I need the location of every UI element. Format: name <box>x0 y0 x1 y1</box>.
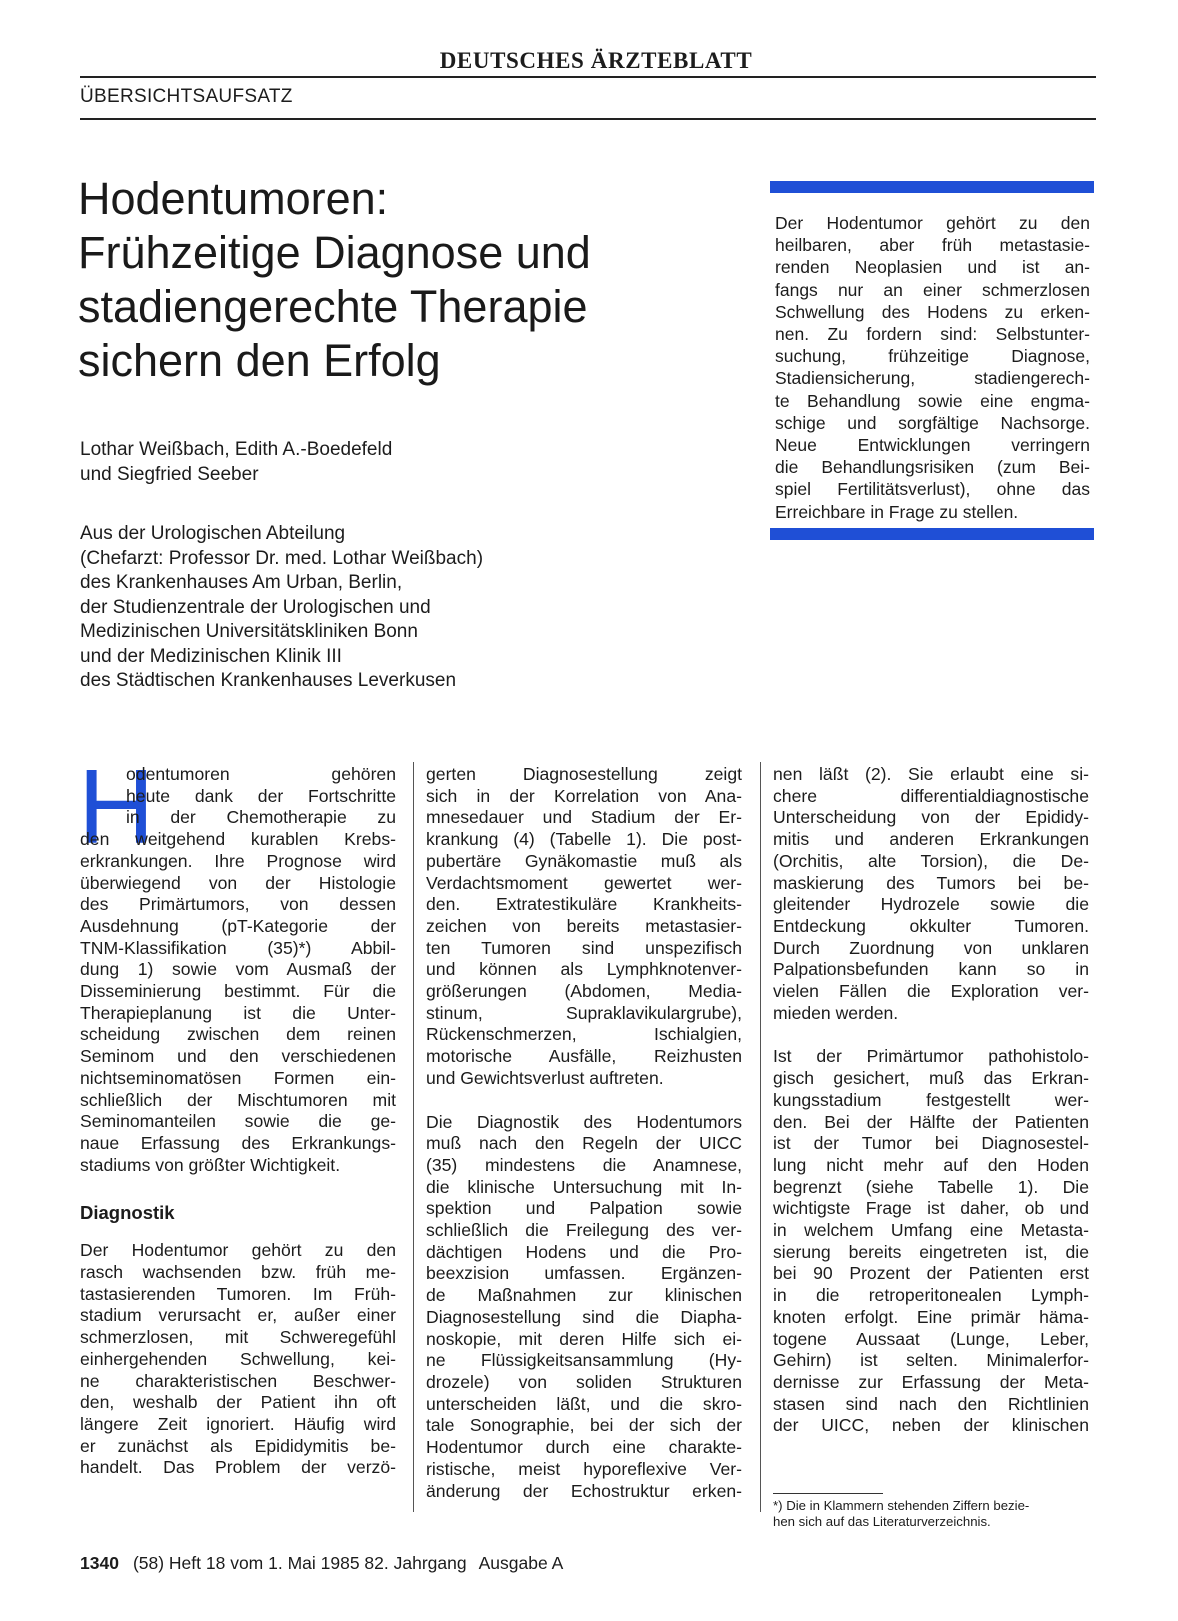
body-line: Durch Zuordnung von unklaren <box>773 937 1089 958</box>
body-line: gisch gesichert, muß das Erkran- <box>773 1068 1089 1089</box>
diagnostik-paragraph <box>80 1240 396 1479</box>
page-footer <box>80 1552 563 1574</box>
body-line: (Orchitis, alte Torsion), die De- <box>773 850 1089 871</box>
paragraph <box>426 1112 742 1503</box>
body-line: odentumoren gehören <box>126 764 396 784</box>
body-line: unterscheiden läßt, und die skro- <box>426 1393 742 1414</box>
body-line: des Primärtumors, von dessen <box>80 894 396 915</box>
body-line: und können als Lymphknotenver- <box>426 959 742 980</box>
title-line: stadiengerechte Therapie <box>78 281 588 332</box>
column-1 <box>80 764 396 1479</box>
body-line: heute dank der Fortschritte <box>126 785 396 806</box>
body-line: maskierung des Tumors bei be- <box>773 872 1089 893</box>
body-line: Verdachtsmoment gewertet wer- <box>426 872 742 893</box>
body-line: änderung der Echostruktur erken- <box>426 1480 742 1501</box>
body-line: drozele) von soliden Strukturen <box>426 1371 742 1392</box>
body-line: Hodentumor durch eine charakte- <box>426 1437 742 1458</box>
body-line: gerten Diagnosestellung zeigt <box>426 764 742 784</box>
body-line: Entdeckung okkulter Tumoren. <box>773 915 1089 936</box>
affiliation-line: des Städtischen Krankenhauses Leverkusen <box>80 670 457 691</box>
body-line: lung nicht mehr auf den Hoden <box>773 1154 1089 1175</box>
affiliation-line: und der Medizinischen Klinik III <box>80 645 342 667</box>
paragraph <box>773 764 1089 1024</box>
body-line: längere Zeit ignoriert. Häufig wird <box>80 1413 396 1434</box>
affiliation-line: der Studienzentrale der Urologischen und <box>80 596 431 618</box>
body-line: naue Erfassung des Erkrankungs- <box>80 1132 396 1153</box>
body-line: kungsstadium festgestellt wer- <box>773 1089 1089 1110</box>
body-line: mnesedauer und Stadium der Er- <box>426 807 742 828</box>
body-line: rasch wachsenden bzw. früh me- <box>80 1262 396 1283</box>
paragraph <box>426 764 742 1090</box>
body-line: dächtigen Hodens und die Pro- <box>426 1241 742 1262</box>
page-number: 1340 <box>80 1553 119 1573</box>
body-line: und Gewichtsverlust auftreten. <box>426 1067 664 1088</box>
body-line: in der Chemotherapie zu <box>126 807 396 828</box>
body-line: ten Tumoren sind unspezifisch <box>426 937 742 958</box>
body-line: wichtigste Frage ist daher, ob und <box>773 1198 1089 1219</box>
footnote-line: *) Die in Klammern stehenden Ziffern bezie- <box>773 1498 1030 1513</box>
header-rule-top <box>80 76 1096 78</box>
abstract-line: Erreichbare in Frage zu stellen. <box>775 501 1019 522</box>
body-line: den. Bei der Hälfte der Patienten <box>773 1111 1089 1132</box>
abstract-line: Schwellung des Hodens zu erken- <box>775 301 1090 322</box>
body-line: Rückenschmerzen, Ischialgien, <box>426 1024 742 1045</box>
body-line: nen läßt (2). Sie erlaubt eine si- <box>773 764 1089 784</box>
body-line: togene Aussaat (Lunge, Leber, <box>773 1328 1089 1349</box>
abstract-bar-top <box>770 181 1094 193</box>
footnote-rule <box>773 1493 883 1494</box>
body-line: die klinische Untersuchung mit In- <box>426 1176 742 1197</box>
abstract-line: heilbaren, aber früh metastasie- <box>775 235 1090 256</box>
body-line: sich in der Korrelation von Ana- <box>426 785 742 806</box>
body-line: Die Diagnostik des Hodentumors <box>426 1111 742 1132</box>
title-line: Frühzeitige Diagnose und <box>78 227 591 278</box>
body-line: TNM-Klassifikation (35)*) Abbil- <box>80 937 396 958</box>
body-line: beexzision umfassen. Ergänzen- <box>426 1263 742 1284</box>
column-3 <box>773 764 1089 1437</box>
body-line: schließlich der Mischtumoren mit <box>80 1089 396 1110</box>
abstract-line: fangs nur an einer schmerzlosen <box>775 279 1090 300</box>
spacer <box>426 1090 742 1112</box>
body-line: ristische, meist hyporeflexive Ver- <box>426 1458 742 1479</box>
spacer <box>773 1024 1089 1046</box>
body-line: ne Flüssigkeitsansammlung (Hy- <box>426 1350 742 1371</box>
body-line: knoten erfolgt. Eine primär häma- <box>773 1306 1089 1327</box>
title-line: Hodentumoren: <box>78 173 389 224</box>
body-line: scheidung zwischen dem reinen <box>80 1024 396 1045</box>
body-line: Disseminierung bestimmt. Für die <box>80 981 396 1002</box>
body-line: Der Hodentumor gehört zu den <box>80 1240 396 1261</box>
issue-info: (58) Heft 18 vom 1. Mai 1985 82. Jahrgang <box>132 1553 467 1573</box>
body-line: Gehirn) ist selten. Minimalerfor- <box>773 1350 1089 1371</box>
body-line: pubertäre Gynäkomastie muß als <box>426 850 742 871</box>
body-line: de Maßnahmen zur klinischen <box>426 1285 742 1306</box>
abstract-line: te Behandlung sowie eine engma- <box>775 390 1090 411</box>
abstract-line: schige und sorgfältige Nachsorge. <box>775 412 1090 433</box>
spacer <box>80 1176 396 1192</box>
drop-cap: H <box>78 748 155 866</box>
body-line: sierung bereits eingetreten ist, die <box>773 1241 1089 1262</box>
paragraph <box>773 1046 1089 1437</box>
body-line: stinum, Supraklavikulargrube), <box>426 1002 742 1023</box>
section-heading-diagnostik: Diagnostik <box>80 1202 175 1224</box>
body-line: Diagnosestellung sind die Diapha- <box>426 1306 742 1327</box>
body-line: Ist der Primärtumor pathohistolo- <box>773 1046 1089 1067</box>
body-line: stadium verursacht er, außer einer <box>80 1305 396 1326</box>
section-label: ÜBERSICHTSAUFSATZ <box>80 86 293 107</box>
body-line: (35) mindestens die Anamnese, <box>426 1154 742 1175</box>
spacer <box>80 1224 396 1240</box>
body-line: Seminomanteilen sowie die ge- <box>80 1111 396 1132</box>
affiliation-line: des Krankenhauses Am Urban, Berlin, <box>80 572 403 593</box>
body-line: muß nach den Regeln der UICC <box>426 1133 742 1154</box>
abstract-line: Neue Entwicklungen verringern <box>775 435 1090 456</box>
abstract-line: renden Neoplasien und ist an- <box>775 257 1090 278</box>
affiliation-line: (Chefarzt: Professor Dr. med. Lothar Weißbach) <box>80 547 484 569</box>
body-line: überwiegend von der Histologie <box>80 872 396 893</box>
affiliation-line: Medizinischen Universitätskliniken Bonn <box>80 621 418 642</box>
body-line: noskopie, mit deren Hilfe sich ei- <box>426 1328 742 1349</box>
body-line: ist der Tumor bei Diagnosestel- <box>773 1133 1089 1154</box>
body-line: chere differentialdiagnostische <box>773 785 1089 806</box>
body-line: er zunächst als Epididymitis be- <box>80 1435 396 1456</box>
abstract-bar-bottom <box>770 528 1094 540</box>
footnote <box>773 1498 1093 1530</box>
body-line: der UICC, neben der klinischen <box>773 1415 1089 1436</box>
edition: Ausgabe A <box>478 1553 564 1573</box>
body-line: einhergehenden Schwellung, kei- <box>80 1348 396 1369</box>
body-line: den. Extratestikuläre Krankheits- <box>426 894 742 915</box>
column-2 <box>426 764 742 1502</box>
body-line: mieden werden. <box>773 1002 899 1023</box>
affiliation <box>80 522 640 694</box>
body-line: größerungen (Abdomen, Media- <box>426 981 742 1002</box>
body-line: handelt. Das Problem der verzö- <box>80 1457 396 1478</box>
body-line: tastasierenden Tumoren. Im Früh- <box>80 1283 396 1304</box>
affiliation-line: Aus der Urologischen Abteilung <box>80 523 346 544</box>
column-divider <box>413 762 414 1512</box>
footnote-line: hen sich auf das Literaturverzeichnis. <box>773 1514 991 1529</box>
body-line: stasen sind nach den Richtlinien <box>773 1393 1089 1414</box>
body-line: krankung (4) (Tabelle 1). Die post- <box>426 829 742 850</box>
body-line: erkrankungen. Ihre Prognose wird <box>80 850 396 871</box>
body-line: gleitender Hydrozele sowie die <box>773 894 1089 915</box>
body-line: ne charakteristischen Beschwer- <box>80 1370 396 1391</box>
body-line: tale Sonographie, bei der sich der <box>426 1415 742 1436</box>
body-line: Therapieplanung ist die Unter- <box>80 1002 396 1023</box>
body-line: in die retroperitonealen Lymph- <box>773 1285 1089 1306</box>
body-line: vielen Fällen die Exploration ver- <box>773 981 1089 1002</box>
abstract-line: Der Hodentumor gehört zu den <box>775 213 1090 233</box>
body-line: nichtseminomatösen Formen ein- <box>80 1067 396 1088</box>
body-line: schließlich die Freilegung des ver- <box>426 1220 742 1241</box>
body-line: stadiums von größter Wichtigkeit. <box>80 1154 341 1175</box>
author-line: Lothar Weißbach, Edith A.-Boedefeld <box>80 439 393 460</box>
body-line: Seminom und den verschiedenen <box>80 1046 396 1067</box>
body-line: Unterscheidung von der Epididy- <box>773 807 1089 828</box>
intro-paragraph <box>80 764 396 1176</box>
body-line: dernisse zur Erfassung der Meta- <box>773 1371 1089 1392</box>
author-line: und Siegfried Seeber <box>80 463 259 485</box>
body-line: in welchem Umfang eine Metasta- <box>773 1220 1089 1241</box>
body-line: dung 1) sowie vom Ausmaß der <box>80 959 396 980</box>
title-line: sichern den Erfolg <box>78 335 441 386</box>
body-line: zeichen von bereits metastasier- <box>426 915 742 936</box>
abstract-line: Stadiensicherung, stadiengerech- <box>775 368 1090 389</box>
body-line: motorische Ausfälle, Reizhusten <box>426 1046 742 1067</box>
body-line: Palpationsbefunden kann so in <box>773 959 1089 980</box>
abstract-line: nen. Zu fordern sind: Selbstunter- <box>775 324 1090 345</box>
authors <box>80 438 640 487</box>
body-line: den, weshalb der Patient ihn oft <box>80 1392 396 1413</box>
abstract-line: spiel Fertilitätsverlust), ohne das <box>775 479 1090 500</box>
body-line: den weitgehend kurablen Krebs- <box>80 829 396 850</box>
body-line: schmerzlosen, mit Schweregefühl <box>80 1327 396 1348</box>
body-line: Ausdehnung (pT-Kategorie der <box>80 915 396 936</box>
article-title <box>78 172 718 388</box>
body-line: bei 90 Prozent der Patienten erst <box>773 1263 1089 1284</box>
header-rule-bottom <box>80 118 1096 120</box>
body-line: mitis und anderen Erkrankungen <box>773 829 1089 850</box>
column-divider <box>760 762 761 1512</box>
abstract-line: suchung, frühzeitige Diagnose, <box>775 346 1090 367</box>
body-line: begrenzt (siehe Tabelle 1). Die <box>773 1176 1089 1197</box>
journal-title: DEUTSCHES ÄRZTEBLATT <box>439 48 753 73</box>
abstract-line: die Behandlungsrisiken (zum Bei- <box>775 457 1090 478</box>
body-line: spektion und Palpation sowie <box>426 1198 742 1219</box>
abstract <box>775 212 1090 523</box>
